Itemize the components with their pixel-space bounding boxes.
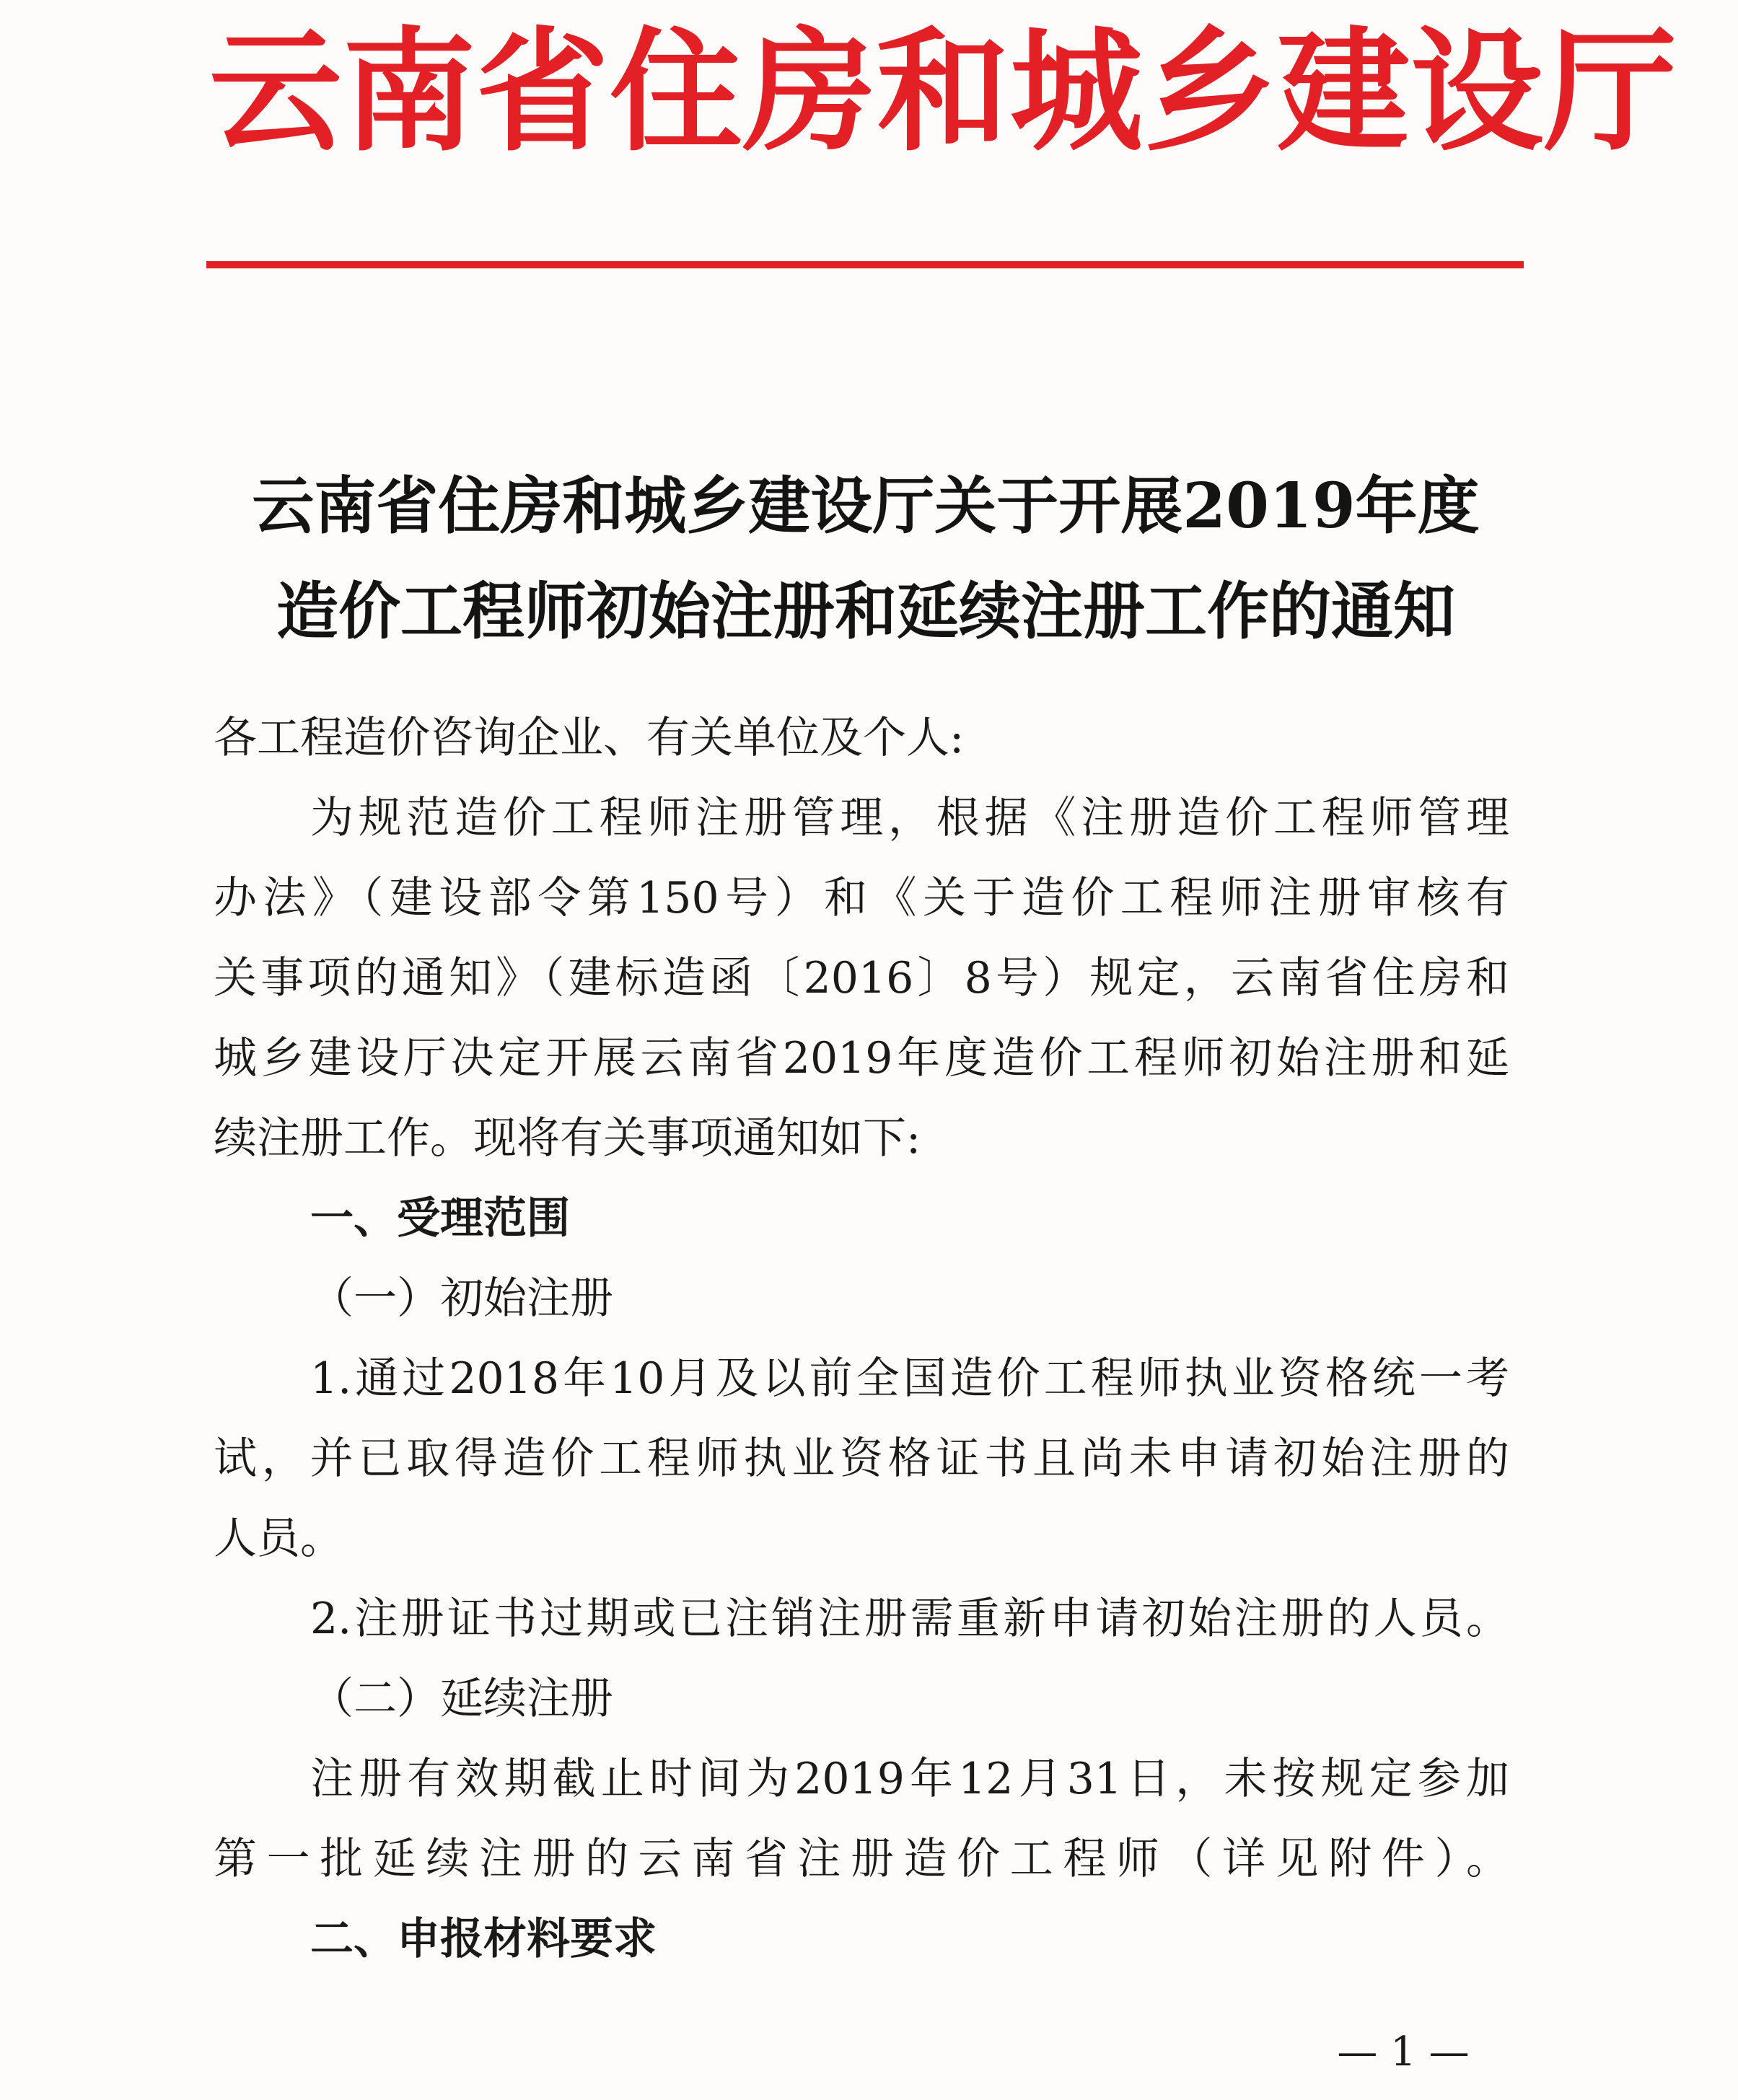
intro-line: 关事项的通知》（建标造函〔2016〕8号）规定，云南省住房和 bbox=[214, 953, 1509, 1003]
salutation: 各工程造价咨询企业、有关单位及个人: bbox=[214, 713, 965, 763]
renewal-line: 第一批延续注册的云南省注册造价工程师（详见附件）。 bbox=[214, 1834, 1509, 1884]
sub-heading-renewal-registration: （二）延续注册 bbox=[310, 1674, 613, 1724]
intro-line: 续注册工作。现将有关事项通知如下: bbox=[214, 1113, 921, 1164]
intro-line: 为规范造价工程师注册管理，根据《注册造价工程师管理 bbox=[310, 793, 1509, 843]
page-number: — 1 — bbox=[1337, 2029, 1470, 2075]
item-line: 试，并已取得造价工程师执业资格证书且尚未申请初始注册的 bbox=[214, 1433, 1509, 1484]
sub-heading-initial-registration: （一）初始注册 bbox=[310, 1273, 613, 1324]
intro-line: 办法》（建设部令第150号）和《关于造价工程师注册审核有 bbox=[214, 873, 1509, 923]
intro-line: 城乡建设厅决定开展云南省2019年度造价工程师初始注册和延 bbox=[214, 1033, 1509, 1084]
section-heading-scope: 一、受理范围 bbox=[310, 1193, 570, 1244]
document-title-line-1: 云南省住房和城乡建设厅关于开展2019年度 bbox=[252, 470, 1480, 542]
letterhead-org-name: 云南省住房和城乡建设厅 bbox=[209, 15, 1678, 170]
letterhead-red-rule bbox=[206, 261, 1524, 268]
item-line: 1.通过2018年10月及以前全国造价工程师执业资格统一考 bbox=[310, 1353, 1509, 1404]
document-title-line-2: 造价工程师初始注册和延续注册工作的通知 bbox=[276, 575, 1455, 648]
renewal-line: 注册有效期截止时间为2019年12月31日，未按规定参加 bbox=[310, 1754, 1509, 1804]
item-line: 2.注册证书过期或已注销注册需重新申请初始注册的人员。 bbox=[310, 1594, 1509, 1644]
section-heading-materials: 二、申报材料要求 bbox=[310, 1914, 657, 1964]
item-line: 人员。 bbox=[214, 1514, 343, 1564]
